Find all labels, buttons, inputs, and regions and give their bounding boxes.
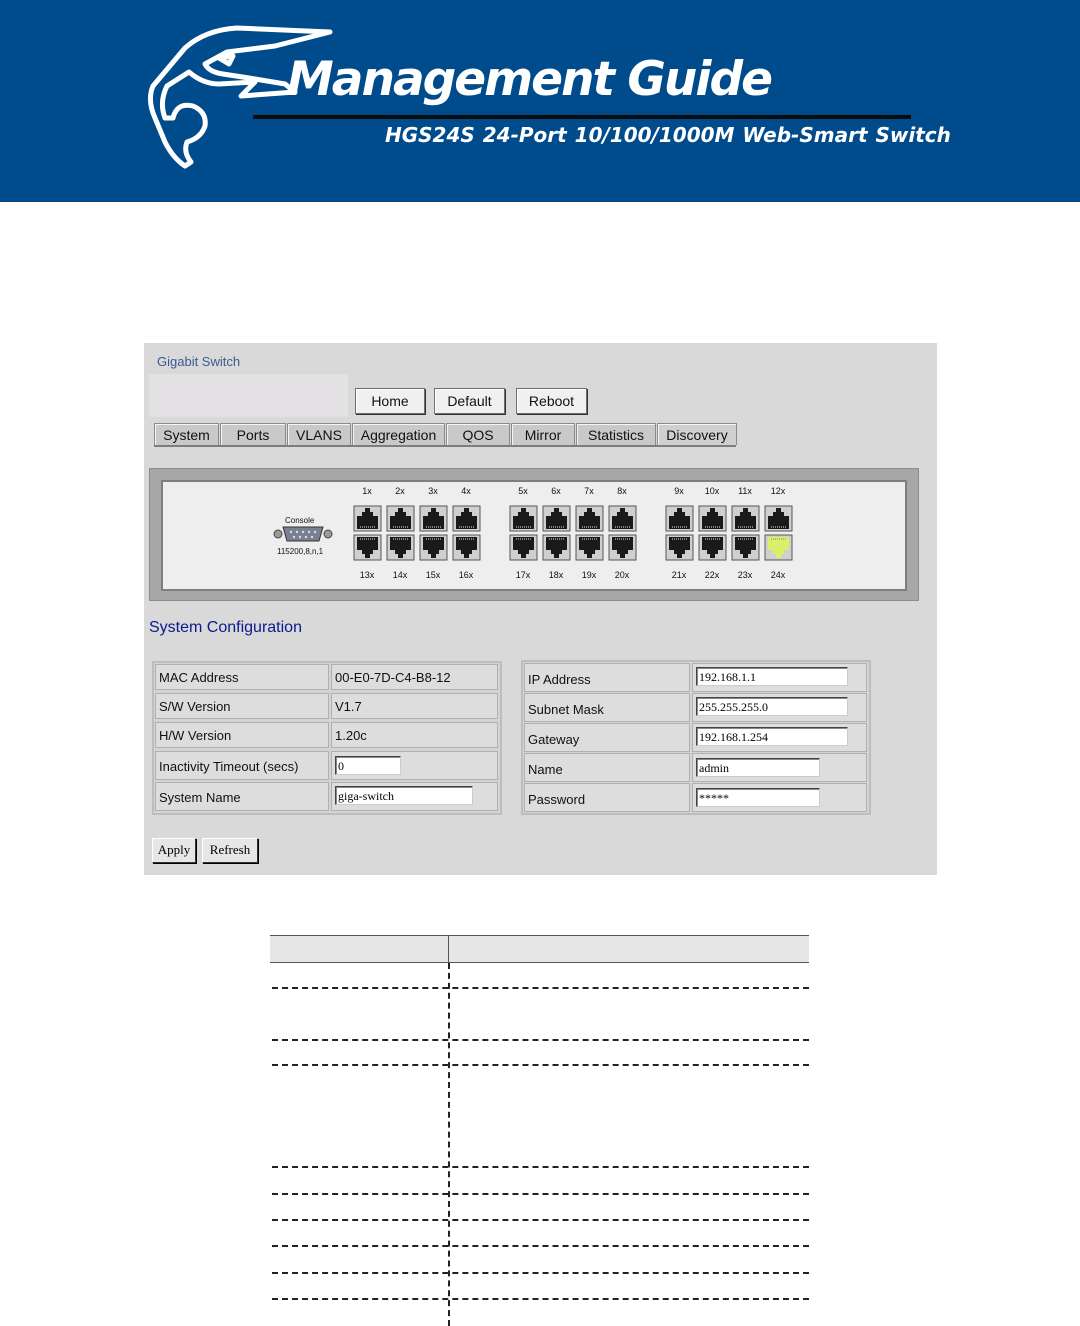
port-label: 23x: [737, 570, 753, 580]
inactivity-timeout-input[interactable]: 0: [335, 756, 401, 775]
hw-version-label: H/W Version: [155, 722, 329, 748]
port-label: 9x: [674, 486, 684, 496]
port-label: 11x: [738, 486, 752, 496]
hw-version-value: 1.20c: [331, 722, 498, 748]
name-label: Name: [524, 753, 690, 782]
console-port-icon[interactable]: [273, 524, 333, 544]
port-4-icon[interactable]: [452, 505, 481, 532]
port-label: 24x: [770, 570, 786, 580]
port-10-icon[interactable]: [698, 505, 727, 532]
system-name-input[interactable]: giga-switch: [335, 786, 473, 805]
row-divider: [272, 1272, 809, 1274]
row-divider: [272, 1298, 809, 1300]
port-label: 3x: [428, 486, 438, 496]
switch-front-panel: [149, 468, 919, 601]
tab-mirror[interactable]: Mirror: [511, 423, 575, 445]
tab-discovery[interactable]: Discovery: [657, 423, 737, 445]
gateway-label: Gateway: [524, 723, 690, 752]
ip-address-input[interactable]: 192.168.1.1: [696, 667, 848, 686]
console-baud-rate: 115200,8,n,1: [277, 547, 324, 556]
password-label: Password: [524, 783, 690, 812]
port-22-icon[interactable]: [698, 534, 727, 561]
password-input[interactable]: *****: [696, 788, 820, 807]
system-info-table: [152, 661, 502, 815]
default-button[interactable]: Default: [434, 388, 505, 414]
apply-button[interactable]: Apply: [152, 838, 196, 863]
reboot-button[interactable]: Reboot: [516, 388, 587, 414]
port-20-icon[interactable]: [608, 534, 637, 561]
row-divider: [272, 1064, 809, 1066]
port-24-icon[interactable]: [764, 534, 793, 561]
document-subtitle: HGS24S 24-Port 10/100/1000M Web-Smart Switch: [385, 123, 951, 147]
console-label: Console: [285, 516, 315, 525]
port-8-icon[interactable]: [608, 505, 637, 532]
port-label: 6x: [551, 486, 561, 496]
port-3-icon[interactable]: [419, 505, 448, 532]
name-input[interactable]: admin: [696, 758, 820, 777]
row-divider: [272, 987, 809, 989]
port-label: 5x: [518, 486, 528, 496]
tab-qos[interactable]: QOS: [446, 423, 510, 445]
port-13-icon[interactable]: [353, 534, 382, 561]
tab-system[interactable]: System: [154, 423, 219, 445]
port-label: 13x: [359, 570, 375, 580]
port-label: 20x: [614, 570, 630, 580]
row-divider: [272, 1219, 809, 1221]
port-label: 22x: [704, 570, 720, 580]
port-2-icon[interactable]: [386, 505, 415, 532]
port-6-icon[interactable]: [542, 505, 571, 532]
port-label: 12x: [770, 486, 786, 496]
port-label: 14x: [392, 570, 408, 580]
mac-address-label: MAC Address: [155, 664, 329, 690]
port-label: 2x: [395, 486, 405, 496]
port-12-icon[interactable]: [764, 505, 793, 532]
brand-label: Gigabit Switch: [157, 354, 241, 369]
home-button[interactable]: Home: [355, 388, 425, 414]
port-19-icon[interactable]: [575, 534, 604, 561]
port-9-icon[interactable]: [665, 505, 694, 532]
port-11-icon[interactable]: [731, 505, 760, 532]
parameter-table: [270, 935, 809, 1326]
port-14-icon[interactable]: [386, 534, 415, 561]
port-16-icon[interactable]: [452, 534, 481, 561]
row-divider: [272, 1166, 809, 1168]
logo-placeholder: [149, 374, 348, 417]
refresh-button[interactable]: Refresh: [202, 838, 258, 863]
port-label: 10x: [704, 486, 720, 496]
section-title: System Configuration: [149, 619, 302, 636]
port-label: 1x: [362, 486, 372, 496]
port-5-icon[interactable]: [509, 505, 538, 532]
network-settings-table: [521, 660, 871, 815]
port-label: 8x: [617, 486, 627, 496]
port-label: 7x: [584, 486, 594, 496]
tab-statistics[interactable]: Statistics: [576, 423, 656, 445]
mac-address-value: 00-E0-7D-C4-B8-12: [331, 664, 498, 690]
title-rule: [253, 115, 911, 119]
port-7-icon[interactable]: [575, 505, 604, 532]
row-divider: [272, 1245, 809, 1247]
port-label: 17x: [515, 570, 531, 580]
port-1-icon[interactable]: [353, 505, 382, 532]
port-label: 18x: [548, 570, 564, 580]
inactivity-timeout-label: Inactivity Timeout (secs): [155, 751, 329, 780]
port-15-icon[interactable]: [419, 534, 448, 561]
sw-version-label: S/W Version: [155, 693, 329, 719]
port-label: 15x: [425, 570, 441, 580]
sw-version-value: V1.7: [331, 693, 498, 719]
subnet-mask-input[interactable]: 255.255.255.0: [696, 697, 848, 716]
port-label: 21x: [671, 570, 687, 580]
row-divider: [272, 1039, 809, 1041]
tab-vlans[interactable]: VLANS: [287, 423, 351, 445]
row-divider: [272, 1193, 809, 1195]
gateway-input[interactable]: 192.168.1.254: [696, 727, 848, 746]
port-label: 16x: [458, 570, 474, 580]
port-17-icon[interactable]: [509, 534, 538, 561]
switch-web-ui: [144, 343, 937, 875]
port-18-icon[interactable]: [542, 534, 571, 561]
port-23-icon[interactable]: [731, 534, 760, 561]
table-header: [270, 935, 809, 963]
tab-aggregation[interactable]: Aggregation: [352, 423, 445, 445]
port-21-icon[interactable]: [665, 534, 694, 561]
tab-underline: [154, 445, 736, 447]
tab-ports[interactable]: Ports: [220, 423, 286, 445]
port-label: 19x: [581, 570, 597, 580]
system-name-label: System Name: [155, 782, 329, 811]
document-title: Management Guide: [287, 52, 771, 107]
port-label: 4x: [461, 486, 471, 496]
ip-address-label: IP Address: [524, 663, 690, 692]
subnet-mask-label: Subnet Mask: [524, 693, 690, 722]
header-banner: [0, 0, 1080, 202]
